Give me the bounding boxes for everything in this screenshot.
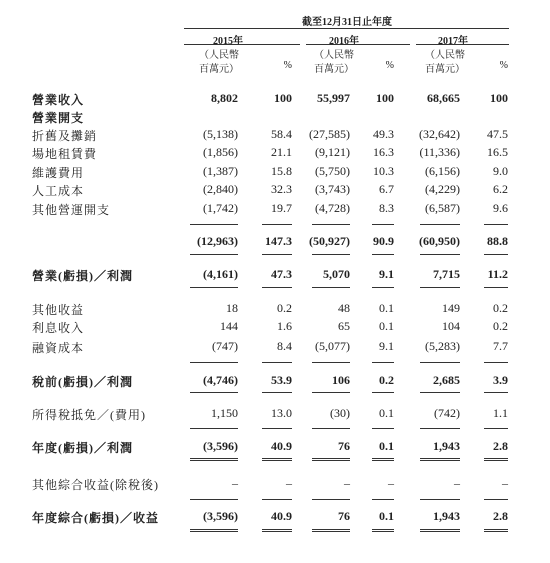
value-cell: 149 [442, 301, 460, 315]
total-rule [312, 362, 350, 363]
value-cell: 1.6 [277, 319, 292, 333]
year-heading: 2015年 [213, 36, 243, 47]
value-cell: 8.4 [277, 339, 292, 353]
value-cell: (3,743) [315, 182, 350, 196]
value-cell: 65 [338, 319, 350, 333]
value-cell: (5,138) [203, 127, 238, 141]
total-rule [484, 254, 508, 255]
total-rule [190, 458, 238, 459]
value-cell: 100 [274, 91, 292, 105]
currency-unit-line1: （人民幣 [314, 50, 354, 61]
currency-unit-line1: （人民幣 [199, 50, 239, 61]
total-rule [372, 531, 394, 532]
total-rule [420, 392, 460, 393]
total-rule [262, 224, 292, 225]
currency-unit-line2: 百萬元） [425, 64, 465, 75]
value-cell: 100 [376, 91, 394, 105]
row-label: 年度綜合(虧損)／收益 [32, 511, 159, 525]
value-cell: 13.0 [271, 406, 292, 420]
value-cell: (3,596) [203, 509, 238, 523]
value-cell: (6,587) [425, 201, 460, 215]
value-cell: 19.7 [271, 201, 292, 215]
value-cell: (5,750) [315, 164, 350, 178]
total-rule [190, 362, 238, 363]
total-rule [420, 287, 460, 288]
year-rule [306, 44, 410, 45]
value-cell: (50,927) [309, 234, 350, 248]
value-cell: 2.8 [493, 439, 508, 453]
total-rule [484, 287, 508, 288]
total-rule [312, 254, 350, 255]
value-cell: 100 [490, 91, 508, 105]
total-rule [372, 254, 394, 255]
value-cell: 9.1 [379, 339, 394, 353]
value-cell: 0.1 [379, 319, 394, 333]
total-rule [420, 362, 460, 363]
total-rule [420, 531, 460, 532]
value-cell: 1,150 [211, 406, 238, 420]
value-cell: 15.8 [271, 164, 292, 178]
total-rule [372, 460, 394, 461]
total-rule [484, 392, 508, 393]
value-cell: 76 [338, 509, 350, 523]
total-rule [262, 287, 292, 288]
currency-unit-line2: 百萬元） [314, 64, 354, 75]
value-cell: (9,121) [315, 145, 350, 159]
total-rule [484, 531, 508, 532]
value-cell: 0.1 [379, 301, 394, 315]
value-cell: 1,943 [433, 509, 460, 523]
total-rule [420, 224, 460, 225]
total-rule [262, 362, 292, 363]
value-cell: 21.1 [271, 145, 292, 159]
value-cell: 0.2 [277, 301, 292, 315]
value-cell: 10.3 [373, 164, 394, 178]
value-cell: 144 [220, 319, 238, 333]
total-rule [312, 287, 350, 288]
year-rule [184, 44, 300, 45]
value-cell: 8,802 [211, 91, 238, 105]
row-label: 維護費用 [32, 166, 85, 180]
value-cell: – [286, 476, 292, 490]
value-cell: (6,156) [425, 164, 460, 178]
value-cell: 2,685 [433, 373, 460, 387]
value-cell: 6.7 [379, 182, 394, 196]
value-cell: 106 [332, 373, 350, 387]
total-rule [312, 224, 350, 225]
total-rule [312, 392, 350, 393]
year-heading: 2016年 [329, 36, 359, 47]
value-cell: 11.2 [487, 267, 508, 281]
row-label: 利息收入 [32, 321, 85, 335]
total-rule [484, 460, 508, 461]
value-cell: 55,997 [317, 91, 350, 105]
value-cell: 88.8 [487, 234, 508, 248]
total-rule [312, 458, 350, 459]
total-rule [190, 529, 238, 530]
header-rule [184, 28, 509, 29]
value-cell: 40.9 [271, 509, 292, 523]
total-rule [262, 460, 292, 461]
total-rule [372, 458, 394, 459]
currency-unit-line1: （人民幣 [425, 50, 465, 61]
total-rule [372, 392, 394, 393]
value-cell: 0.1 [379, 439, 394, 453]
value-cell: (12,963) [197, 234, 238, 248]
total-rule [484, 362, 508, 363]
total-rule [262, 458, 292, 459]
value-cell: – [454, 476, 460, 490]
value-cell: 2.8 [493, 509, 508, 523]
total-rule [484, 224, 508, 225]
total-rule [262, 254, 292, 255]
value-cell: 0.2 [493, 301, 508, 315]
value-cell: 1.1 [493, 406, 508, 420]
total-rule [372, 428, 394, 429]
total-rule [312, 499, 350, 500]
total-rule [312, 428, 350, 429]
row-label: 營業(虧損)／利潤 [32, 269, 133, 283]
total-rule [420, 254, 460, 255]
value-cell: (1,387) [203, 164, 238, 178]
value-cell: 0.2 [493, 319, 508, 333]
percent-heading: % [499, 60, 508, 71]
period-heading: 截至12月31日止年度 [302, 17, 392, 28]
value-cell: (27,585) [309, 127, 350, 141]
row-label: 稅前(虧損)／利潤 [32, 375, 133, 389]
value-cell: 58.4 [271, 127, 292, 141]
total-rule [420, 460, 460, 461]
value-cell: (2,840) [203, 182, 238, 196]
total-rule [420, 529, 460, 530]
value-cell: (747) [212, 339, 238, 353]
value-cell: (60,950) [419, 234, 460, 248]
total-rule [372, 499, 394, 500]
year-rule [416, 44, 509, 45]
total-rule [372, 287, 394, 288]
value-cell: – [502, 476, 508, 490]
total-rule [190, 254, 238, 255]
total-rule [190, 428, 238, 429]
value-cell: – [344, 476, 350, 490]
total-rule [262, 499, 292, 500]
value-cell: (5,283) [425, 339, 460, 353]
value-cell: 0.2 [379, 373, 394, 387]
row-label: 場地租賃費 [32, 147, 98, 161]
value-cell: (4,229) [425, 182, 460, 196]
value-cell: (11,336) [419, 145, 460, 159]
row-label: 其他收益 [32, 303, 85, 317]
total-rule [190, 499, 238, 500]
value-cell: 9.0 [493, 164, 508, 178]
value-cell: (5,077) [315, 339, 350, 353]
total-rule [190, 287, 238, 288]
percent-heading: % [283, 60, 292, 71]
value-cell: 16.3 [373, 145, 394, 159]
value-cell: (4,728) [315, 201, 350, 215]
value-cell: 47.5 [487, 127, 508, 141]
total-rule [312, 460, 350, 461]
row-label: 人工成本 [32, 184, 85, 198]
value-cell: (32,642) [419, 127, 460, 141]
total-rule [420, 458, 460, 459]
value-cell: 6.2 [493, 182, 508, 196]
value-cell: 32.3 [271, 182, 292, 196]
total-rule [484, 499, 508, 500]
value-cell: 0.1 [379, 406, 394, 420]
row-label: 所得稅抵免／(費用) [32, 408, 146, 422]
value-cell: – [232, 476, 238, 490]
total-rule [262, 531, 292, 532]
value-cell: 0.1 [379, 509, 394, 523]
total-rule [484, 529, 508, 530]
year-heading: 2017年 [438, 36, 468, 47]
value-cell: 8.3 [379, 201, 394, 215]
row-label: 營業開支 [32, 111, 85, 125]
total-rule [484, 428, 508, 429]
row-label: 折舊及攤銷 [32, 129, 98, 143]
value-cell: 48 [338, 301, 350, 315]
value-cell: (4,161) [203, 267, 238, 281]
value-cell: 18 [226, 301, 238, 315]
total-rule [312, 529, 350, 530]
value-cell: 7.7 [493, 339, 508, 353]
total-rule [262, 392, 292, 393]
percent-heading: % [385, 60, 394, 71]
value-cell: 90.9 [373, 234, 394, 248]
total-rule [372, 362, 394, 363]
value-cell: (4,746) [203, 373, 238, 387]
total-rule [372, 529, 394, 530]
value-cell: – [388, 476, 394, 490]
value-cell: (1,856) [203, 145, 238, 159]
value-cell: 104 [442, 319, 460, 333]
value-cell: (742) [434, 406, 460, 420]
value-cell: 7,715 [433, 267, 460, 281]
currency-unit-line2: 百萬元） [199, 64, 239, 75]
value-cell: 9.6 [493, 201, 508, 215]
value-cell: 76 [338, 439, 350, 453]
value-cell: 5,070 [323, 267, 350, 281]
total-rule [420, 428, 460, 429]
value-cell: 3.9 [493, 373, 508, 387]
total-rule [190, 531, 238, 532]
row-label: 其他營運開支 [32, 203, 111, 217]
row-label: 年度(虧損)／利潤 [32, 441, 133, 455]
total-rule [190, 460, 238, 461]
total-rule [484, 458, 508, 459]
row-label: 其他綜合收益(除稅後) [32, 478, 159, 492]
value-cell: 49.3 [373, 127, 394, 141]
row-label: 融資成本 [32, 341, 85, 355]
total-rule [190, 392, 238, 393]
value-cell: 47.3 [271, 267, 292, 281]
value-cell: (30) [330, 406, 350, 420]
value-cell: 53.9 [271, 373, 292, 387]
total-rule [372, 224, 394, 225]
value-cell: 9.1 [379, 267, 394, 281]
value-cell: 16.5 [487, 145, 508, 159]
total-rule [420, 499, 460, 500]
total-rule [262, 529, 292, 530]
value-cell: 1,943 [433, 439, 460, 453]
total-rule [262, 428, 292, 429]
row-label: 營業收入 [32, 93, 85, 107]
value-cell: (3,596) [203, 439, 238, 453]
value-cell: 40.9 [271, 439, 292, 453]
value-cell: (1,742) [203, 201, 238, 215]
value-cell: 68,665 [427, 91, 460, 105]
total-rule [190, 224, 238, 225]
total-rule [312, 531, 350, 532]
value-cell: 147.3 [265, 234, 292, 248]
